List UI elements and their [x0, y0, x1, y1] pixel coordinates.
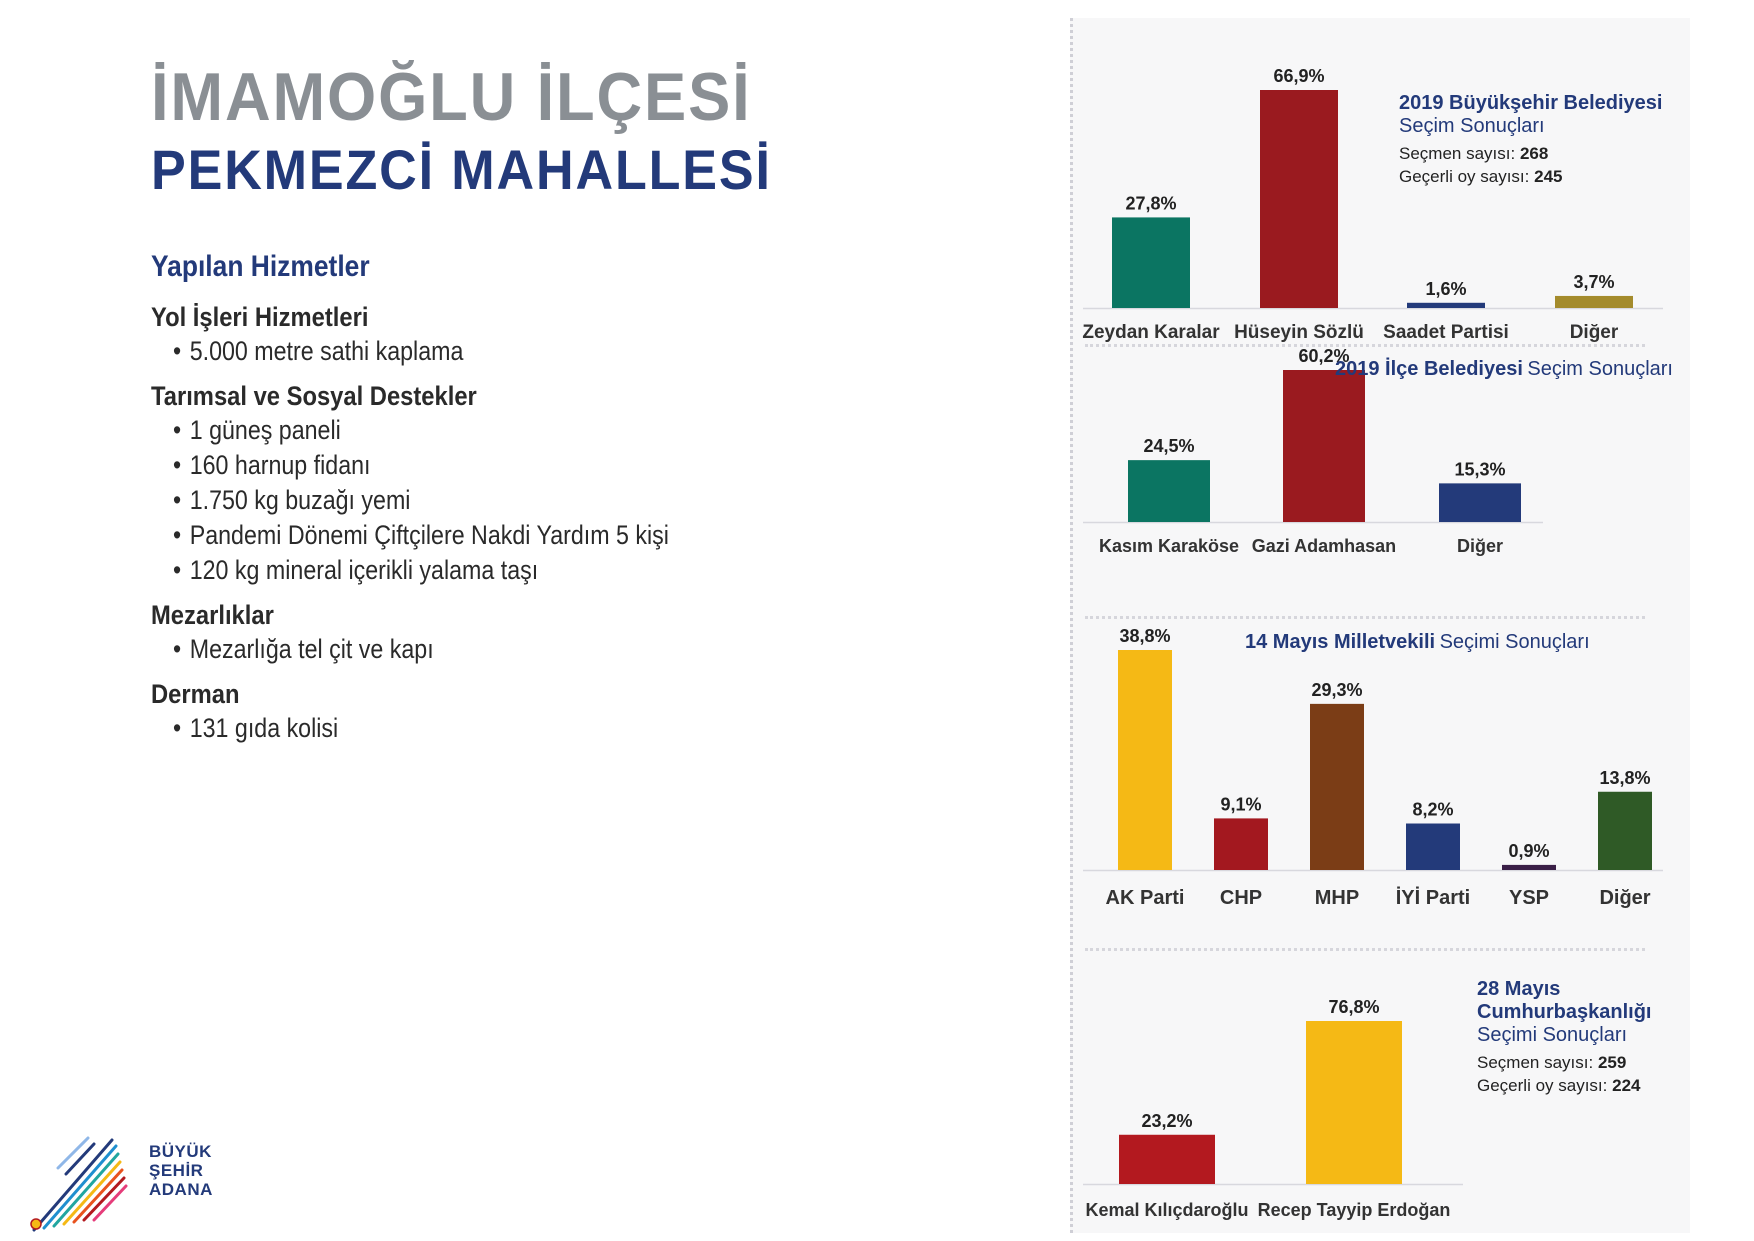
chart-title-bold: 28 Mayıs — [1477, 978, 1561, 1000]
chart-bar — [1214, 818, 1268, 870]
chart-metropolitan-2019-legend — [1399, 92, 1662, 188]
service-item: • 1.750 kg buzağı yemi — [173, 483, 842, 518]
chart-value-label: 27,8% — [1125, 193, 1177, 214]
service-category — [151, 598, 951, 667]
page-title-neighborhood: PEKMEZCİ MAHALLESİ — [151, 138, 772, 201]
chart-value-label: 23,2% — [1141, 1110, 1193, 1131]
chart-title-rest: Seçim Sonuçları — [1527, 358, 1673, 380]
chart-bar — [1310, 704, 1364, 870]
valid-vote-count: Geçerli oy sayısı: 224 — [1477, 1076, 1641, 1095]
chart-bar — [1112, 217, 1190, 308]
service-item: • Mezarlığa tel çit ve kapı — [173, 632, 842, 667]
service-item: • 5.000 metre sathi kaplama — [173, 334, 842, 369]
chart-category-label: Diğer — [1599, 887, 1651, 909]
chart-category-label: MHP — [1314, 887, 1360, 909]
chart-title-bold: 2019 Büyükşehir Belediyesi — [1399, 92, 1663, 114]
service-category — [151, 379, 951, 588]
logo-text-line3: ADANA — [149, 1180, 213, 1199]
chart-bar — [1283, 370, 1365, 522]
chart-bar — [1306, 1021, 1402, 1184]
chart-category-label: CHP — [1219, 887, 1263, 909]
buyuksehir-adana-logo — [28, 1128, 213, 1238]
service-category-title: Yol İşleri Hizmetleri — [151, 302, 369, 332]
chart-bar — [1555, 296, 1633, 308]
chart-title-rest: Seçim Sonuçları — [1399, 115, 1545, 137]
chart-category-label: Diğer — [1456, 536, 1504, 556]
chart-value-label: 15,3% — [1454, 459, 1506, 480]
chart-value-label: 9,1% — [1220, 794, 1262, 815]
chart-presidential-2023 — [1073, 966, 1693, 1226]
services-section — [151, 250, 951, 756]
service-item: • 120 kg mineral içerikli yalama taşı — [173, 553, 842, 588]
chart-title-bold: 2019 İlçe Belediyesi — [1335, 358, 1523, 380]
chart-bar — [1260, 90, 1338, 308]
chart-bar — [1598, 792, 1652, 870]
chart-category-label: Saadet Partisi — [1383, 322, 1509, 343]
chart-category-label: Diğer — [1569, 322, 1619, 343]
service-item: • Pandemi Dönemi Çiftçilere Nakdi Yardım 5 kişi — [173, 518, 842, 553]
logo-text-line1: BÜYÜK — [149, 1142, 212, 1161]
voter-count: Seçmen sayısı: 259 — [1477, 1053, 1627, 1072]
chart-category-label: YSP — [1508, 887, 1550, 909]
section-divider — [1085, 344, 1645, 347]
service-item: • 160 harnup fidanı — [173, 448, 842, 483]
chart-bar — [1128, 460, 1210, 522]
chart-category-label: AK Parti — [1105, 887, 1185, 909]
chart-bar — [1118, 650, 1172, 870]
chart-title-rest: Seçimi Sonuçları — [1439, 631, 1590, 653]
chart-parliament-2023 — [1073, 626, 1693, 960]
logo-text-line2: ŞEHİR — [149, 1161, 204, 1180]
service-category — [151, 300, 951, 369]
chart-value-label: 24,5% — [1143, 436, 1195, 457]
chart-value-label: 1,6% — [1425, 278, 1467, 299]
chart-value-label: 76,8% — [1328, 997, 1380, 1017]
chart-bar — [1119, 1135, 1215, 1184]
chart-bar — [1502, 865, 1556, 870]
chart-category-label: Zeydan Karalar — [1082, 322, 1220, 343]
page-title-district: İMAMOĞLU İLÇESİ — [151, 59, 752, 135]
chart-value-label: 60,2% — [1298, 346, 1350, 366]
chart-district-2019-title — [1335, 358, 1673, 381]
chart-value-label: 38,8% — [1119, 626, 1171, 646]
chart-district-2019 — [1073, 346, 1693, 628]
valid-vote-count: Geçerli oy sayısı: 245 — [1399, 167, 1563, 186]
chart-district-2019-svg — [1073, 346, 1693, 628]
chart-parliament-2023-title — [1245, 631, 1590, 654]
election-results-panel — [1070, 18, 1690, 1233]
chart-category-label: İYİ Parti — [1395, 887, 1471, 909]
chart-title-bold: 14 Mayıs Milletvekili — [1245, 631, 1436, 653]
chart-title-rest: Seçimi Sonuçları — [1477, 1024, 1628, 1046]
chart-presidential-2023-legend — [1477, 978, 1651, 1097]
service-category-title: Derman — [151, 679, 240, 709]
chart-bar — [1406, 824, 1460, 870]
service-category — [151, 677, 951, 746]
service-item: • 131 gıda kolisi — [173, 711, 842, 746]
services-heading: Yapılan Hizmetler — [151, 250, 370, 283]
chart-category-label: Recep Tayyip Erdoğan — [1257, 1200, 1451, 1220]
voter-count: Seçmen sayısı: 268 — [1399, 144, 1549, 163]
chart-value-label: 3,7% — [1573, 271, 1615, 292]
section-divider — [1085, 948, 1645, 951]
chart-metropolitan-2019-svg — [1073, 38, 1693, 348]
chart-parliament-2023-svg — [1073, 626, 1693, 960]
chart-value-label: 29,3% — [1311, 679, 1363, 700]
service-category-title: Mezarlıklar — [151, 600, 274, 630]
chart-metropolitan-2019 — [1073, 38, 1693, 348]
chart-title-bold: Cumhurbaşkanlığı — [1477, 1001, 1652, 1023]
chart-value-label: 0,9% — [1508, 840, 1550, 861]
chart-value-label: 13,8% — [1599, 767, 1651, 788]
chart-category-label: Kemal Kılıçdaroğlu — [1085, 1200, 1249, 1220]
chart-bar — [1407, 303, 1485, 308]
chart-category-label: Kasım Karaköse — [1098, 536, 1240, 556]
chart-bar — [1439, 483, 1521, 522]
chart-value-label: 8,2% — [1412, 799, 1454, 820]
chart-category-label: Hüseyin Sözlü — [1234, 322, 1364, 343]
chart-value-label: 66,9% — [1273, 66, 1325, 86]
section-divider — [1085, 616, 1645, 619]
service-category-title: Tarımsal ve Sosyal Destekler — [151, 381, 477, 411]
chart-category-label: Gazi Adamhasan — [1251, 536, 1397, 556]
service-item: • 1 güneş paneli — [173, 413, 842, 448]
